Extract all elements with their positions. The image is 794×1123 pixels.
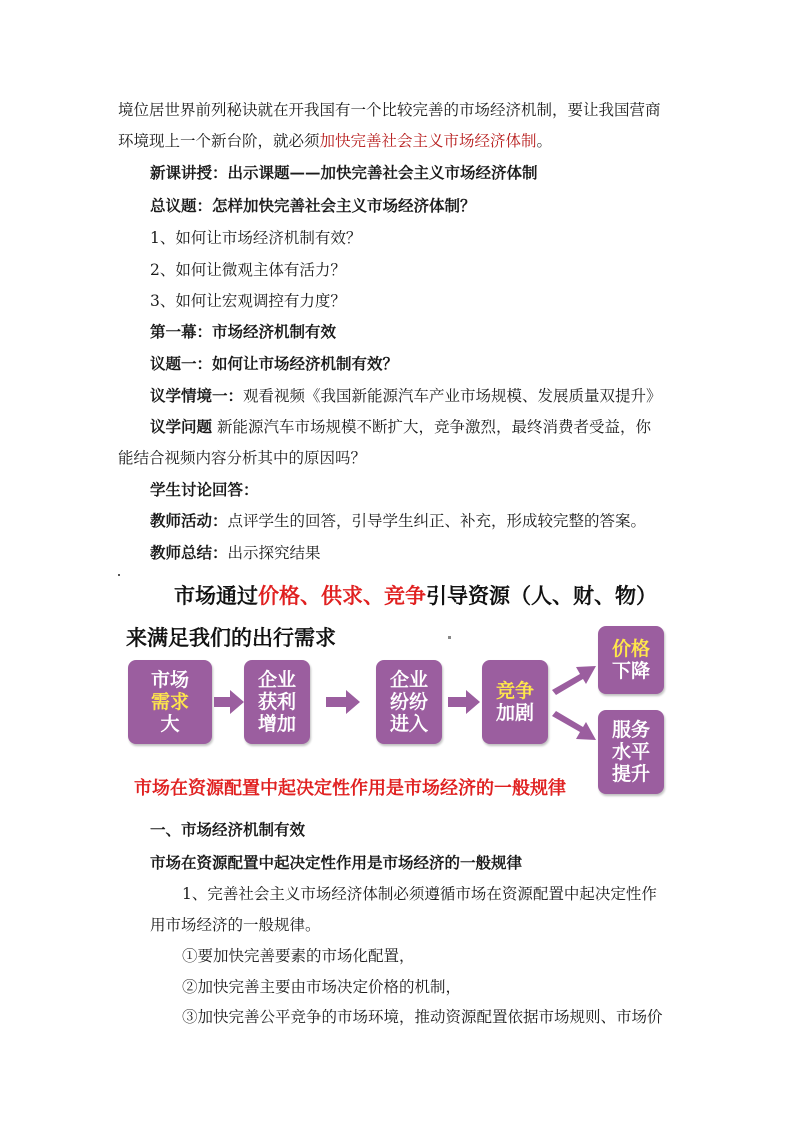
question-1: 1、如何让市场经济机制有效？	[150, 229, 362, 247]
box-enterprises-enter: 企业 纷纷 进入	[376, 660, 442, 744]
question-3: 3、如何让宏观调控有力度？	[150, 292, 346, 310]
paragraph-line-2: 环境现上一个新台阶，就必须加快完善社会主义市场经济体制。	[118, 132, 553, 150]
diagram-title-line-1: 市场通过价格、供求、竞争引导资源（人、财、物）	[174, 584, 657, 608]
market-mechanism-diagram	[118, 570, 678, 799]
highlighted-phrase: 加快完善社会主义市场经济体制	[319, 132, 537, 150]
teacher-summary: 教师总结：出示探究结果	[150, 543, 321, 562]
arrow-down-right-icon	[550, 710, 596, 746]
arrow-right-icon	[326, 690, 360, 714]
scenario-one: 议学情境一：观看视频《我国新能源汽车产业市场规模、发展质量双提升》	[150, 386, 662, 405]
question-2: 2、如何让微观主体有活力？	[150, 261, 346, 279]
box-profit-increase: 企业 获利 增加	[244, 660, 310, 744]
teacher-activity: 教师活动：点评学生的回答，引导学生纠正、补充，形成较完整的答案。	[150, 511, 647, 530]
section-point-1-cont: 用市场经济的一般规律。	[150, 916, 321, 934]
diagram-mark	[448, 636, 451, 639]
box-competition-intensify: 竞争 加剧	[482, 660, 548, 744]
box-price-drop: 价格 下降	[598, 626, 664, 694]
arrow-right-icon	[448, 690, 480, 714]
box-service-improve: 服务 水平 提升	[598, 710, 664, 794]
paragraph-line-1: 境位居世界前列秘诀就在开我国有一个比较完善的市场经济机制，要让我国营商	[118, 101, 661, 119]
section-item-1: ①要加快完善要素的市场化配置，	[182, 947, 415, 965]
arrow-up-right-icon	[550, 660, 596, 696]
topic-one-heading: 议题一：如何让市场经济机制有效？	[150, 354, 399, 373]
diagram-title-line-2: 来满足我们的出行需求	[126, 626, 336, 650]
section-item-2: ②加快完善主要由市场决定价格的机制，	[182, 978, 462, 996]
diagram-conclusion: 市场在资源配置中起决定性作用是市场经济的一般规律	[134, 778, 566, 799]
section-subheading: 市场在资源配置中起决定性作用是市场经济的一般规律	[150, 853, 523, 872]
section-item-3: ③加快完善公平竞争的市场环境，推动资源配置依据市场规则、市场价	[182, 1008, 663, 1026]
main-topic-heading: 总议题：怎样加快完善社会主义市场经济体制？	[150, 196, 476, 215]
section-point-1: 1、完善社会主义市场经济体制必须遵循市场在资源配置中起决定性作	[182, 885, 657, 903]
study-question: 议学问题 新能源汽车市场规模不断扩大，竞争激烈，最终消费者受益，你	[150, 417, 651, 436]
arrow-right-icon	[214, 690, 244, 714]
student-discussion: 学生讨论回答：	[150, 480, 259, 499]
box-market-demand: 市场 需求 大	[128, 660, 212, 744]
study-question-cont: 能结合视频内容分析其中的原因吗？	[118, 449, 367, 467]
act-one-heading: 第一幕：市场经济机制有效	[150, 322, 337, 341]
section-heading: 一、市场经济机制有效	[150, 820, 306, 839]
new-lesson-heading: 新课讲授：出示课题——加快完善社会主义市场经济体制	[150, 163, 538, 182]
